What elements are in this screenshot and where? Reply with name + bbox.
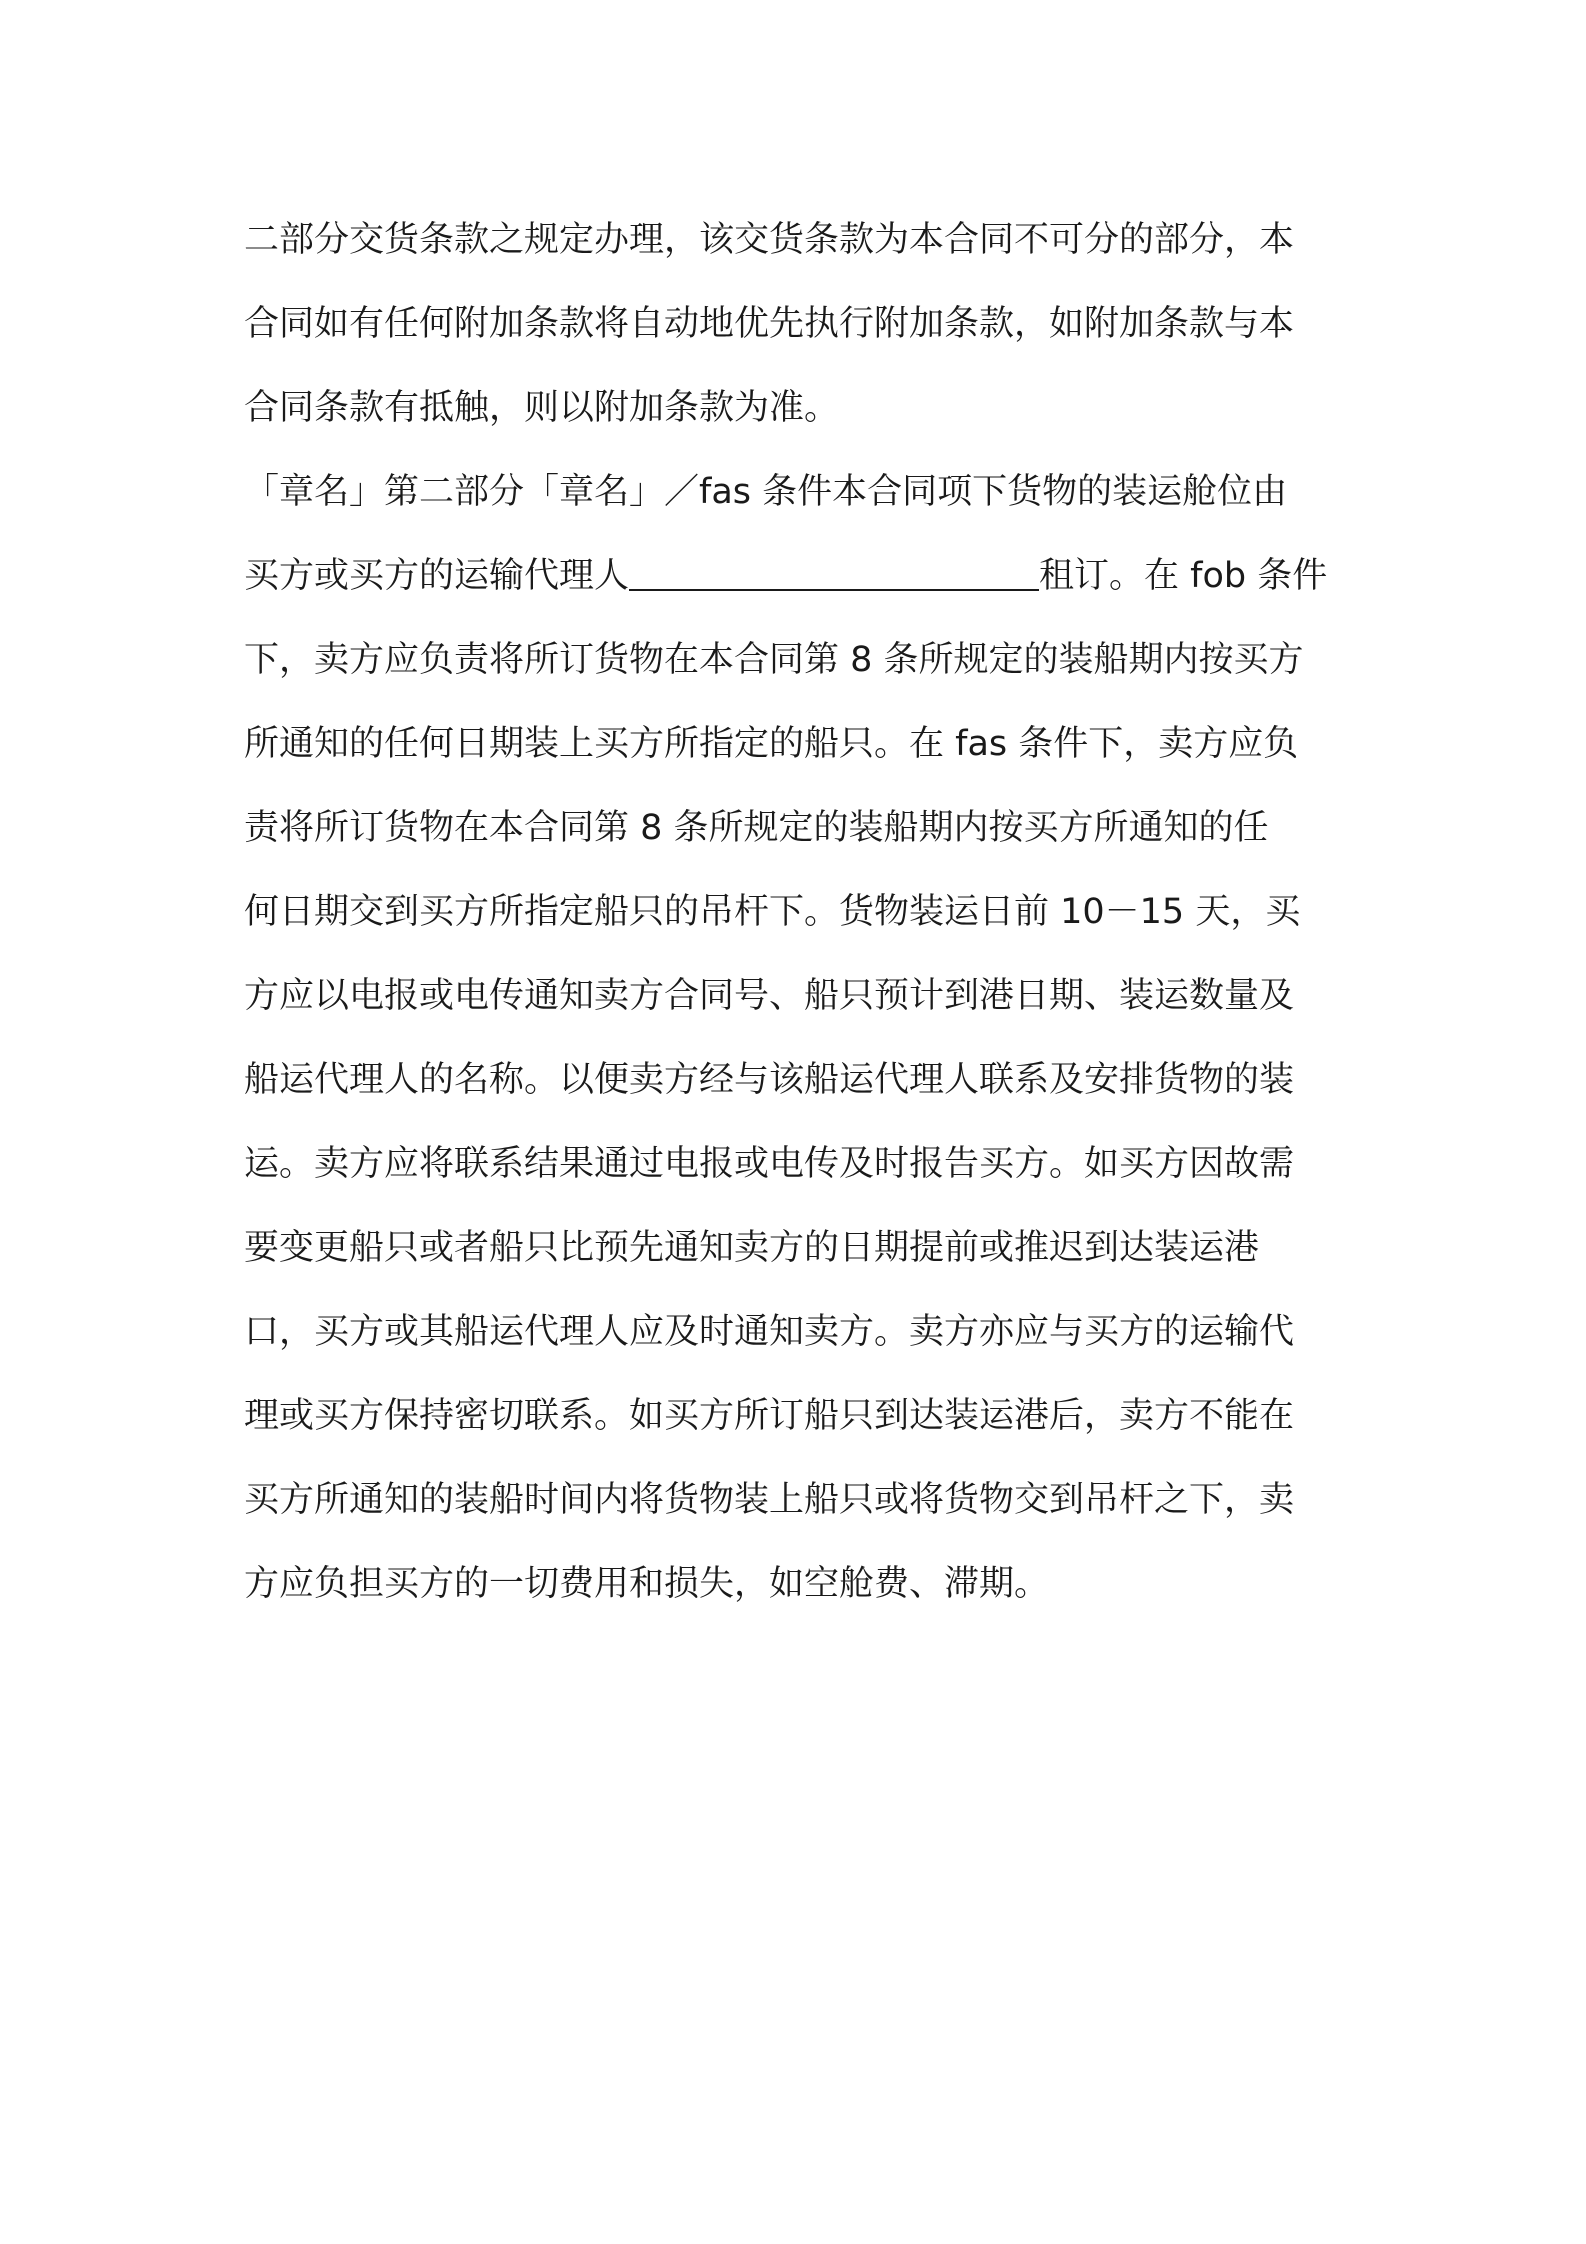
- text-line: 「章名」第二部分「章名」／fas 条件本合同项下货物的装运舱位由: [244, 472, 1288, 512]
- text-line-with-blank: [244, 534, 1359, 618]
- text-line: 要变更船只或者船只比预先通知卖方的日期提前或推迟到达装运港: [244, 1228, 1260, 1268]
- text-line: 何日期交到买方所指定船只的吊杆下。货物装运日前 10－15 天，买: [244, 892, 1301, 932]
- text-line: 二部分交货条款之规定办理，该交货条款为本合同不可分的部分，本: [244, 220, 1295, 260]
- text-line: 运。卖方应将联系结果通过电报或电传及时报告买方。如买方因故需: [244, 1144, 1295, 1184]
- text-line: 下，卖方应负责将所订货物在本合同第 8 条所规定的装船期内按买方: [244, 640, 1304, 680]
- text-line: 合同如有任何附加条款将自动地优先执行附加条款，如附加条款与本: [244, 304, 1295, 344]
- text-line: 买方所通知的装船时间内将货物装上船只或将货物交到吊杆之下，卖: [244, 1480, 1295, 1520]
- text-line: 口，买方或其船运代理人应及时通知卖方。卖方亦应与买方的运输代: [244, 1312, 1295, 1352]
- document-body: [244, 198, 1359, 1626]
- text-segment: 买方或买方的运输代理人: [244, 556, 630, 596]
- fill-in-blank[interactable]: [629, 553, 1039, 591]
- text-segment: 租订。在 fob 条件: [1039, 556, 1328, 596]
- text-line: 理或买方保持密切联系。如买方所订船只到达装运港后，卖方不能在: [244, 1396, 1295, 1436]
- text-line: 责将所订货物在本合同第 8 条所规定的装船期内按买方所通知的任: [244, 808, 1269, 848]
- text-line: 方应以电报或电传通知卖方合同号、船只预计到港日期、装运数量及: [244, 976, 1295, 1016]
- text-line: 方应负担买方的一切费用和损失，如空舱费、滞期。: [244, 1564, 1050, 1604]
- text-line: 合同条款有抵触，则以附加条款为准。: [244, 388, 840, 428]
- text-line: 所通知的任何日期装上买方所指定的船只。在 fas 条件下，卖方应负: [244, 724, 1299, 764]
- text-line: 船运代理人的名称。以便卖方经与该船运代理人联系及安排货物的装: [244, 1060, 1295, 1100]
